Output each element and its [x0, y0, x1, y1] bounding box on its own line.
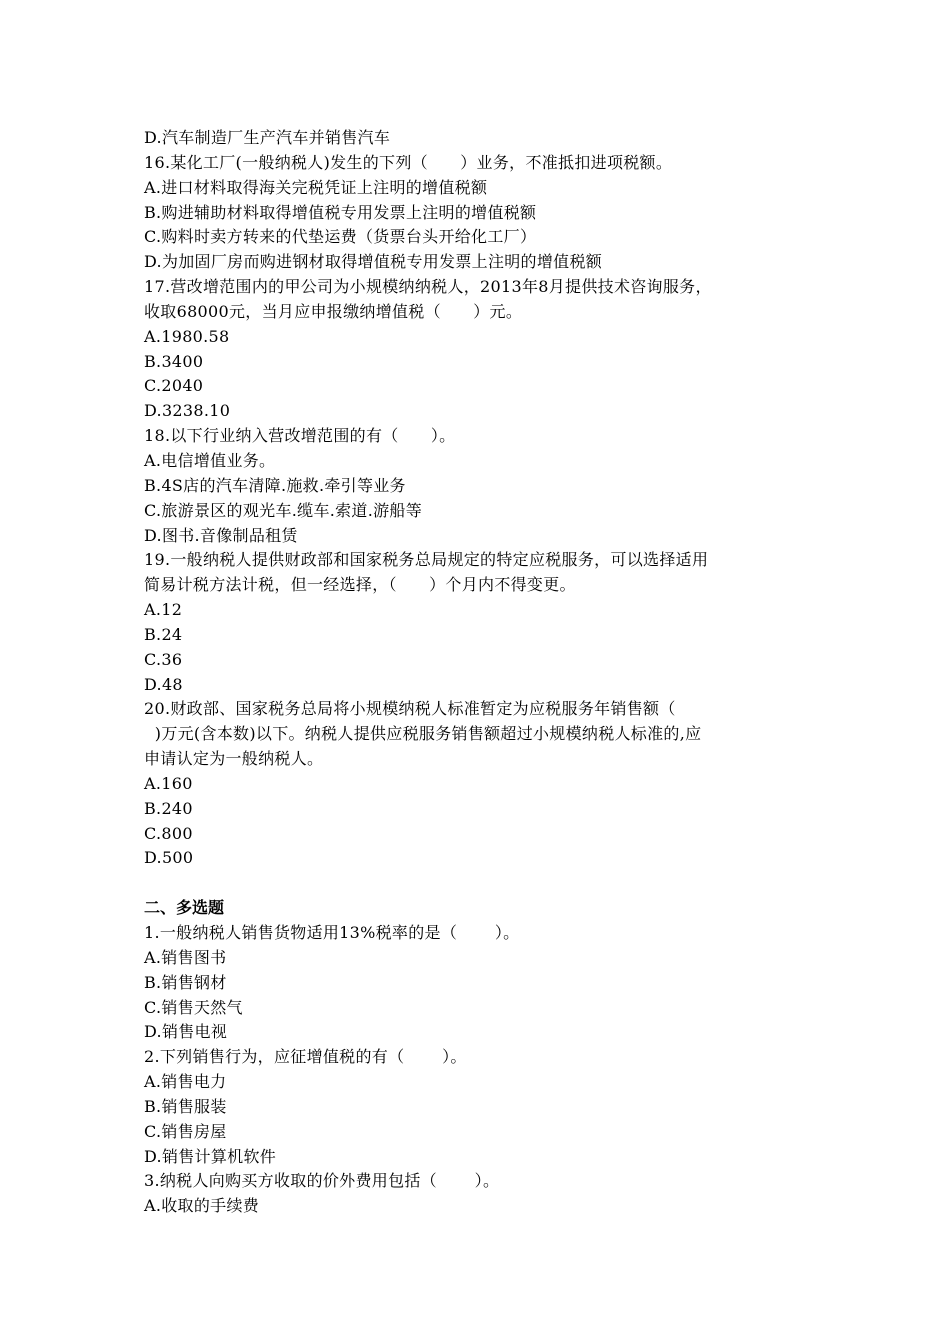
option-c: C.36: [144, 649, 183, 669]
option-d: D.销售电视: [144, 1022, 228, 1042]
option-b: B.240: [144, 798, 193, 818]
option-a: A.销售电力: [144, 1072, 227, 1092]
question-17-cont: 收取68000元，当月应申报缴纳增值税（ ）元。: [144, 301, 523, 321]
option-a: A.收取的手续费: [144, 1196, 260, 1216]
question-20-cont: 申请认定为一般纳税人。: [144, 749, 324, 769]
option-c: C.购料时卖方转来的代垫运费（货票台头开给化工厂）: [144, 227, 537, 247]
section-heading: 二、多选题: [144, 898, 225, 918]
single-choice-continuation: [144, 126, 809, 871]
option-d: D.3238.10: [144, 401, 231, 421]
option-b: B.销售服装: [144, 1096, 227, 1116]
option-b: B.4S店的汽车清障.施救.牵引等业务: [144, 475, 406, 495]
option-b: B.购进辅助材料取得增值税专用发票上注明的增值税额: [144, 202, 537, 222]
question-20-cont: )万元(含本数)以下。纳税人提供应税服务销售额超过小规模纳税人标准的,应: [144, 724, 702, 744]
question-3: 3.纳税人向购买方收取的价外费用包括（ ）。: [144, 1171, 500, 1191]
option-d: D.500: [144, 848, 194, 868]
option-a: A.160: [144, 773, 193, 793]
option-a: A.销售图书: [144, 947, 227, 967]
option-b: B.24: [144, 624, 183, 644]
option-c: C.销售房屋: [144, 1121, 227, 1141]
section-spacer: [144, 871, 809, 896]
question-1: 1.一般纳税人销售货物适用13%税率的是（ ）。: [144, 923, 520, 942]
option-a: A.12: [144, 600, 183, 620]
question-19-cont: 简易计税方法计税，但一经选择，（ ）个月内不得变更。: [144, 575, 576, 595]
multi-choice-section: [144, 921, 809, 1219]
question-2: 2.下列销售行为，应征增值税的有（ ）。: [144, 1047, 467, 1067]
option-c: C.销售天然气: [144, 997, 243, 1017]
text-line: D.汽车制造厂生产汽车并销售汽车: [144, 128, 391, 147]
question-19: 19.一般纳税人提供财政部和国家税务总局规定的特定应税服务，可以选择适用: [144, 550, 709, 570]
question-18: 18.以下行业纳入营改增范围的有（ ）。: [144, 426, 456, 446]
question-20: 20.财政部、国家税务总局将小规模纳税人标准暂定为应税服务年销售额（: [144, 699, 676, 719]
option-b: B.3400: [144, 351, 204, 371]
option-d: D.48: [144, 674, 183, 694]
option-a: A.1980.58: [144, 326, 230, 346]
option-d: D.为加固厂房而购进钢材取得增值税专用发票上注明的增值税额: [144, 252, 603, 272]
option-a: A.电信增值业务。: [144, 450, 276, 470]
option-c: C.800: [144, 823, 193, 843]
option-a: A.进口材料取得海关完税凭证上注明的增值税额: [144, 177, 488, 197]
question-16: 16.某化工厂(一般纳税人)发生的下列（ ）业务，不准抵扣进项税额。: [144, 152, 673, 172]
option-c: C.2040: [144, 376, 204, 396]
option-b: B.销售钢材: [144, 972, 227, 992]
question-17: 17.营改增范围内的甲公司为小规模纳纳税人，2013年8月提供技术咨询服务，: [144, 277, 712, 297]
option-c: C.旅游景区的观光车.缆车.索道.游船等: [144, 500, 423, 520]
document-body: [144, 126, 809, 1219]
option-d: D.图书.音像制品租赁: [144, 525, 298, 545]
option-d: D.销售计算机软件: [144, 1146, 277, 1166]
